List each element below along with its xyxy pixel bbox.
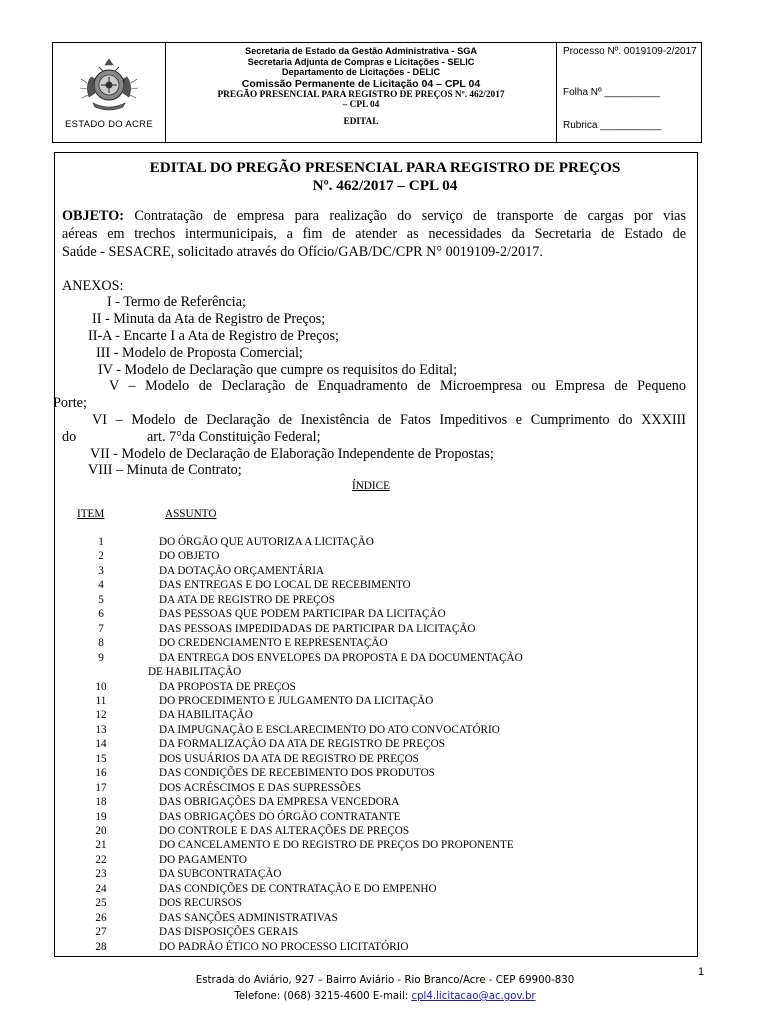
anexo-ii: II - Minuta da Ata de Registro de Preços; [92, 311, 326, 327]
index-item-title: DOS RECURSOS [159, 897, 242, 909]
header-line-delic: Departamento de Licitações - DELIC [281, 67, 441, 77]
page-number: 1 [698, 966, 705, 978]
index-item-number: 21 [95, 839, 107, 851]
header-process-cell [557, 43, 701, 142]
index-item-title: DAS OBRIGAÇÕES DA EMPRESA VENCEDORA [159, 796, 400, 808]
indice-col-item: ITEM [77, 508, 105, 520]
index-item-number: 22 [95, 854, 107, 866]
document-header [52, 42, 702, 143]
index-item-title: DOS ACRÉSCIMOS E DAS SUPRESSÕES [159, 782, 362, 794]
index-item-number: 18 [95, 796, 107, 808]
objeto-label: OBJETO: [62, 208, 125, 224]
index-item-number: 25 [95, 897, 107, 909]
processo-number: Processo Nº. 0019109-2/2017 [563, 46, 697, 57]
objeto-line-2: aéreas em trechos intermunicipais, a fim de atender as necessidades da Secretaria de Estado de [62, 226, 686, 242]
index-item-title: DO PAGAMENTO [159, 854, 247, 866]
index-item-number: 9 [98, 652, 104, 664]
anexo-viii: VIII – Minuta de Contrato; [88, 462, 242, 478]
index-item-number: 6 [98, 608, 104, 620]
index-item-number: 1 [98, 536, 104, 548]
index-item-title: DA HABILITAÇÃO [159, 709, 253, 721]
acre-coat-of-arms-icon [79, 55, 139, 115]
index-item-number: 11 [95, 695, 107, 707]
index-item-title: DAS SANÇÕES ADMINISTRATIVAS [159, 912, 338, 924]
index-item-number: 15 [95, 753, 107, 765]
indice-col-assunto: ASSUNTO [165, 508, 217, 520]
index-item-number: 4 [98, 579, 104, 591]
anexo-ii-a: II-A - Encarte I a Ata de Registro de Preços; [88, 328, 339, 344]
index-item-number: 24 [95, 883, 107, 895]
index-item-title: DA SUBCONTRATAÇÃO [159, 868, 282, 880]
index-item-title: DA IMPUGNAÇÃO E ESCLARECIMENTO DO ATO CONVOCATÓRIO [159, 724, 500, 736]
index-item-title: DAS DISPOSIÇÕES GERAIS [159, 926, 299, 938]
index-item-number: 27 [95, 926, 107, 938]
index-item-title: DAS PESSOAS QUE PODEM PARTICIPAR DA LICITAÇÃO [159, 608, 446, 620]
anexo-vi-do: do [62, 429, 77, 445]
objeto-text-1: Contratação de empresa para realização do serviço de transporte de cargas por vias [134, 208, 686, 224]
index-item-title: DO CANCELAMENTO E DO REGISTRO DE PREÇOS DO PROPONENTE [159, 839, 514, 851]
footer-email-link[interactable]: cpl4.licitacao@ac.gov.br [411, 991, 536, 1002]
header-line-cpl: Comissão Permanente de Licitação 04 – CPL 04 [241, 77, 481, 90]
index-item-title: DO OBJETO [159, 550, 220, 562]
index-item-title: DO CREDENCIAMENTO E REPRESENTAÇÃO [159, 637, 388, 649]
index-item-title: DAS CONDIÇÕES DE RECEBIMENTO DOS PRODUTOS [159, 767, 435, 779]
index-item-title: DA ATA DE REGISTRO DE PREÇOS [159, 594, 335, 606]
index-item-title: DAS ENTREGAS E DO LOCAL DE RECEBIMENTO [159, 579, 411, 591]
index-item-number: 28 [95, 941, 107, 953]
index-item-number: 10 [95, 681, 107, 693]
index-item-number: 16 [95, 767, 107, 779]
anexo-v: V – Modelo de Declaração de Enquadramento de Microempresa ou Empresa de Pequeno [109, 378, 686, 394]
anexos-heading: ANEXOS: [62, 278, 124, 294]
header-logo-cell [53, 43, 166, 142]
index-item-title: DA DOTAÇÃO ORÇAMENTÁRIA [159, 565, 325, 577]
index-item-title: DO PADRÃO ÉTICO NO PROCESSO LICITATÓRIO [159, 941, 409, 953]
index-item-title: DAS PESSOAS IMPEDIDADAS DE PARTICIPAR DA LICITAÇÃO [159, 623, 476, 635]
anexo-vi-cont: art. 7°da Constituição Federal; [147, 429, 321, 445]
index-item-number: 26 [95, 912, 107, 924]
footer-phone: Telefone: (068) 3215-4600 E-mail: [234, 991, 409, 1002]
index-item-title: DAS CONDIÇÕES DE CONTRATAÇÃO E DO EMPENHO [159, 883, 437, 895]
index-item-title: DO ÓRGÃO QUE AUTORIZA A LICITAÇÃO [159, 536, 374, 548]
rubrica-field: Rubrica ___________ [563, 120, 662, 131]
index-item-number: 19 [95, 811, 107, 823]
index-item-number: 12 [95, 709, 107, 721]
state-name: ESTADO DO ACRE [65, 119, 153, 130]
index-item-number: 5 [98, 594, 104, 606]
index-item-number: 13 [95, 724, 107, 736]
index-item-title: DO CONTROLE E DAS ALTERAÇÕES DE PREÇOS [159, 825, 410, 837]
index-item-number: 23 [95, 868, 107, 880]
index-item-title: DA ENTREGA DOS ENVELOPES DA PROPOSTA E DA DOCUMENTAÇÃO [159, 652, 523, 664]
index-item-number: 14 [95, 738, 107, 750]
index-item-number: 2 [98, 550, 104, 562]
anexo-vii: VII - Modelo de Declaração de Elaboração Independente de Propostas; [90, 446, 494, 462]
header-line-selic: Secretaria Adjunta de Compras e Licitações - SELIC [247, 56, 475, 67]
index-item-number: 7 [98, 623, 104, 635]
header-line-pregao: PREGÃO PRESENCIAL PARA REGISTRO DE PREÇOS Nº. 462/2017 [217, 89, 505, 100]
index-item-number: 3 [98, 565, 104, 577]
header-line-cpl04: – CPL 04 [342, 100, 380, 110]
anexo-vi: VI – Modelo de Declaração de Inexistência de Fatos Impeditivos e Cumprimento do XXXIII [92, 412, 686, 428]
index-item-title: DA FORMALIZAÇÃO DA ATA DE REGISTRO DE PREÇOS [159, 738, 445, 750]
index-item-title: DOS USUÁRIOS DA ATA DE REGISTRO DE PREÇOS [159, 753, 419, 765]
folha-field: Folha Nº __________ [563, 87, 661, 98]
footer-address: Estrada do Aviário, 927 – Bairro Aviário - Rio Branco/Acre - CEP 69900-830 [195, 975, 575, 986]
index-item-title: DA PROPOSTA DE PREÇOS [159, 681, 296, 693]
anexo-v-cont: Porte; [53, 395, 87, 411]
anexo-iv: IV - Modelo de Declaração que cumpre os requisitos do Edital; [98, 362, 458, 378]
objeto-line-3: Saúde - SESACRE, solicitado através do Ofício/GAB/DC/CPR N° 0019109-2/2017. [62, 244, 543, 260]
document-number: Nº. 462/2017 – CPL 04 [312, 177, 458, 194]
index-item-number: 20 [95, 825, 107, 837]
anexo-i: I - Termo de Referência; [107, 294, 246, 310]
index-item-number: 8 [98, 637, 104, 649]
header-line-edital: EDITAL [343, 116, 379, 127]
index-item-number: 17 [95, 782, 107, 794]
anexo-iii: III - Modelo de Proposta Comercial; [96, 345, 303, 361]
header-line-sga: Secretaria de Estado da Gestão Administrativa - SGA [245, 46, 477, 56]
index-item-title: DE HABILITAÇÃO [148, 666, 242, 678]
header-title-cell [166, 43, 557, 142]
index-item-title: DAS OBRIGAÇÕES DO ÓRGÃO CONTRATANTE [159, 811, 401, 823]
indice-heading: ÍNDICE [352, 480, 390, 492]
objeto-line-1 [62, 208, 686, 225]
document-title: EDITAL DO PREGÃO PRESENCIAL PARA REGISTRO DE PREÇOS [149, 159, 621, 176]
index-item-title: DO PROCEDIMENTO E JULGAMENTO DA LICITAÇÃO [159, 695, 434, 707]
footer-contact [0, 991, 770, 1002]
